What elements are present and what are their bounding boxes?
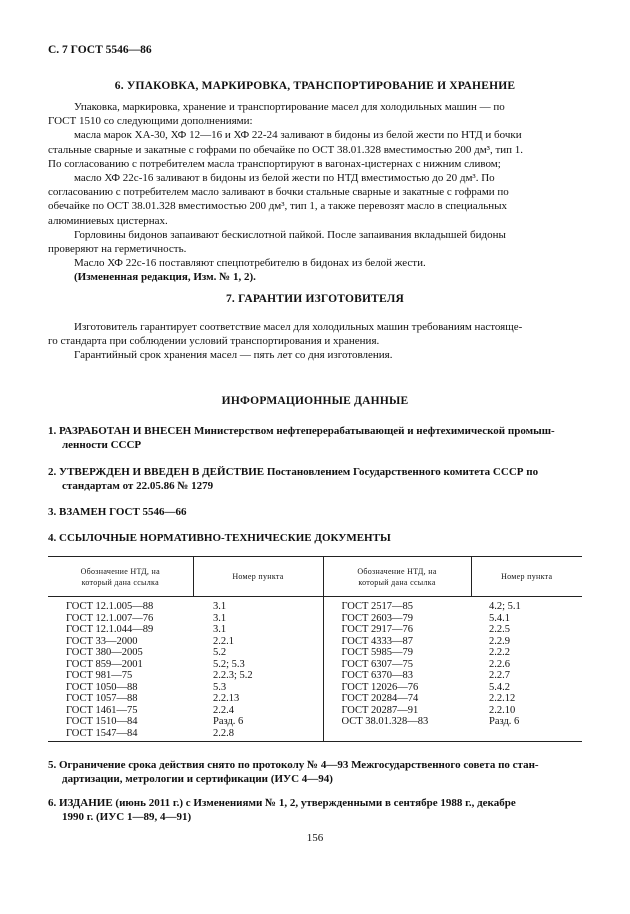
text-line: алюминиевых цистернах.: [48, 214, 168, 227]
section-7-title: 7. ГАРАНТИИ ИЗГОТОВИТЕЛЯ: [225, 293, 405, 305]
text-line: обечайке по ОСТ 38.01.328 вместимостью 200 дм³, тип 1, а также перевозят масло в специальных: [48, 200, 508, 213]
ntd-cell: ГОСТ 2517—85: [323, 597, 471, 613]
ntd-cell: ОСТ 38.01.328—83: [323, 716, 471, 728]
text-line: 5. Ограничение срока действия снято по протоколу № 4—93 Межгосударственного совета по стан-: [48, 759, 539, 771]
text-line: Горловины бидонов запаивают бескислотной пайкой. После запаивания вкладышей бидоны: [74, 228, 506, 241]
point-cell: 2.2.4: [213, 704, 234, 716]
header-point-left: Номер пункта: [193, 557, 323, 597]
header-line: который дана ссылка: [358, 577, 436, 587]
table-body: [48, 597, 582, 742]
ntd-cell: ГОСТ 1547—84: [48, 728, 193, 742]
text-line: Гарантийный срок хранения масел — пять лет со дня изготовления.: [74, 349, 393, 362]
point-cell: 2.2.2: [489, 647, 510, 658]
point-cell: Разд. 6: [489, 716, 520, 727]
point-cell: 2.2.5: [489, 624, 510, 635]
ntd-cell: ГОСТ 1461—75: [66, 704, 138, 716]
text-line: масло ХФ 22с-16 заливают в бидоны из белой жести по НТД вместимостью до 20 дм³. По: [74, 172, 495, 185]
ntd-cell: ГОСТ 2917—76: [323, 624, 471, 636]
text-line: По согласованию с потребителем масла транспортируют в вагонах-цистернах с нижним сливом;: [48, 157, 501, 170]
text-line: 1990 г. (ИУС 1—89, 4—91): [62, 811, 192, 823]
ntd-cell: ГОСТ 12.1.044—89: [66, 624, 154, 635]
point-cell: 2.2.8: [193, 728, 323, 742]
ntd-cell: ГОСТ 5985—79: [323, 647, 471, 659]
text-line: дартизации, метрологии и сертификации (ИУС 4—94): [62, 773, 333, 785]
point-cell: 2.2.3; 5.2: [213, 670, 253, 681]
text-line: 1. РАЗРАБОТАН И ВНЕСЕН Министерством нефтеперерабатывающей и нефтехимической промыш-: [48, 425, 555, 437]
info-title: ИНФОРМАЦИОННЫЕ ДАННЫЕ: [221, 395, 409, 407]
info-item-1: [48, 424, 582, 452]
point-cell: 2.2.6: [489, 658, 510, 670]
ntd-cell: ГОСТ 2603—79: [323, 613, 471, 625]
text-line: 2. УТВЕРЖДЕН И ВВЕДЕН В ДЕЙСТВИЕ Постановлением Государственного комитета СССР по: [48, 466, 539, 478]
info-item-2: [48, 465, 582, 493]
text-line: 6. ИЗДАНИЕ (июнь 2011 г.) с Изменениями № 1, 2, утвержденными в сентябре 1988 г., декабре: [48, 797, 516, 809]
text-line: Изготовитель гарантирует соответствие масел для холодильных машин требованиям настояще-: [74, 321, 523, 333]
ntd-cell: ГОСТ 981—75: [66, 670, 133, 681]
table-row: [48, 670, 582, 682]
text-line: ГОСТ 1510 со следующими дополнениями:: [48, 115, 253, 128]
point-cell: 2.2.13: [213, 693, 240, 704]
point-cell: 4.2; 5.1: [489, 601, 521, 612]
table-row: [48, 705, 582, 717]
info-item-6: [48, 796, 582, 824]
point-cell: 2.2.7: [489, 670, 510, 681]
ntd-cell: [323, 728, 471, 742]
ntd-cell: ГОСТ 20284—74: [323, 693, 471, 705]
edition-note: (Измененная редакция, Изм. № 1, 2).: [74, 271, 256, 284]
section-7-text: [48, 320, 582, 363]
info-item-5: [48, 758, 582, 786]
header-line: Обозначение НТД, на: [357, 566, 437, 576]
ntd-cell: ГОСТ 380—2005: [66, 647, 143, 658]
text-line: Масло ХФ 22с-16 поставляют спецпотребителю в бидонах из белой жести.: [74, 257, 426, 270]
table-row: [48, 693, 582, 705]
table-row: [48, 597, 582, 613]
ntd-cell: ГОСТ 12026—76: [323, 682, 471, 694]
point-cell: 5.2; 5.3: [213, 658, 245, 670]
ntd-cell: ГОСТ 6370—83: [323, 670, 471, 682]
ntd-cell: ГОСТ 1510—84: [66, 716, 138, 727]
table-header-row: [48, 557, 582, 597]
point-cell: 2.2.9: [489, 635, 510, 647]
text-line: ленности СССР: [62, 439, 142, 451]
ntd-cell: ГОСТ 12.1.007—76: [66, 612, 154, 624]
text-line: го стандарта при соблюдении условий транспортирования и хранения.: [48, 335, 380, 348]
ntd-cell: ГОСТ 1050—88: [66, 681, 138, 693]
point-cell: 5.4.1: [489, 612, 510, 624]
point-cell: 5.2: [213, 647, 227, 658]
info-item-3: 3. ВЗАМЕН ГОСТ 5546—66: [48, 506, 187, 518]
text-line: согласованию с потребителем масло заливают в бочки стальные сварные и закатные с гофрами по: [48, 186, 509, 199]
point-cell: Разд. 6: [213, 716, 244, 727]
table-row: [48, 613, 582, 625]
point-cell: 3.1: [213, 624, 227, 635]
header-ntd-right: [323, 557, 471, 597]
header-line: Обозначение НТД, на: [80, 566, 160, 576]
point-cell: 5.4.2: [489, 681, 510, 693]
page-header: С. 7 ГОСТ 5546—86: [48, 44, 152, 56]
ntd-cell: ГОСТ 20287—91: [323, 705, 471, 717]
page-number: 156: [306, 832, 324, 844]
ntd-cell: ГОСТ 6307—75: [323, 659, 471, 671]
section-6-title: 6. УПАКОВКА, МАРКИРОВКА, ТРАНСПОРТИРОВАНИЕ И ХРАНЕНИЕ: [114, 80, 516, 92]
table-row: [48, 728, 582, 742]
point-cell: 5.3: [213, 681, 227, 693]
header-line: который дана ссылка: [81, 577, 159, 587]
info-item-4: 4. ССЫЛОЧНЫЕ НОРМАТИВНО-ТЕХНИЧЕСКИЕ ДОКУМЕНТЫ: [48, 532, 391, 544]
point-cell: 2.2.1: [213, 635, 234, 647]
table-row: [48, 624, 582, 636]
text-line: стальные сварные и закатные с гофрами по обечайке по ОСТ 38.01.328 вместимостью 200 дм³, тип 1.: [48, 143, 524, 156]
text-line: Упаковка, маркировка, хранение и транспортирование масел для холодильных машин — по: [74, 101, 505, 113]
text-line: проверяют на герметичность.: [48, 243, 187, 256]
point-cell: 2.2.12: [489, 693, 516, 704]
table-row: [48, 647, 582, 659]
table-row: [48, 716, 582, 728]
point-cell: 3.1: [213, 601, 227, 612]
ntd-cell: ГОСТ 859—2001: [66, 658, 143, 670]
ntd-cell: ГОСТ 33—2000: [66, 635, 138, 647]
table-row: [48, 659, 582, 671]
ntd-cell: ГОСТ 4333—87: [323, 636, 471, 648]
header-ntd-left: [48, 557, 193, 597]
reference-documents-table: [48, 556, 582, 742]
point-cell: [471, 728, 582, 742]
section-6-text: [48, 100, 582, 285]
point-cell: 2.2.10: [489, 704, 516, 716]
text-line: масла марок ХА-30, ХФ 12—16 и ХФ 22-24 заливают в бидоны из белой жести по НТД и бочки: [74, 129, 522, 142]
table-row: [48, 636, 582, 648]
header-point-right: Номер пункта: [471, 557, 582, 597]
table-row: [48, 682, 582, 694]
ntd-cell: ГОСТ 12.1.005—88: [66, 601, 154, 612]
text-line: стандартам от 22.05.86 № 1279: [62, 480, 214, 492]
ntd-cell: ГОСТ 1057—88: [66, 693, 138, 704]
point-cell: 3.1: [213, 612, 227, 624]
